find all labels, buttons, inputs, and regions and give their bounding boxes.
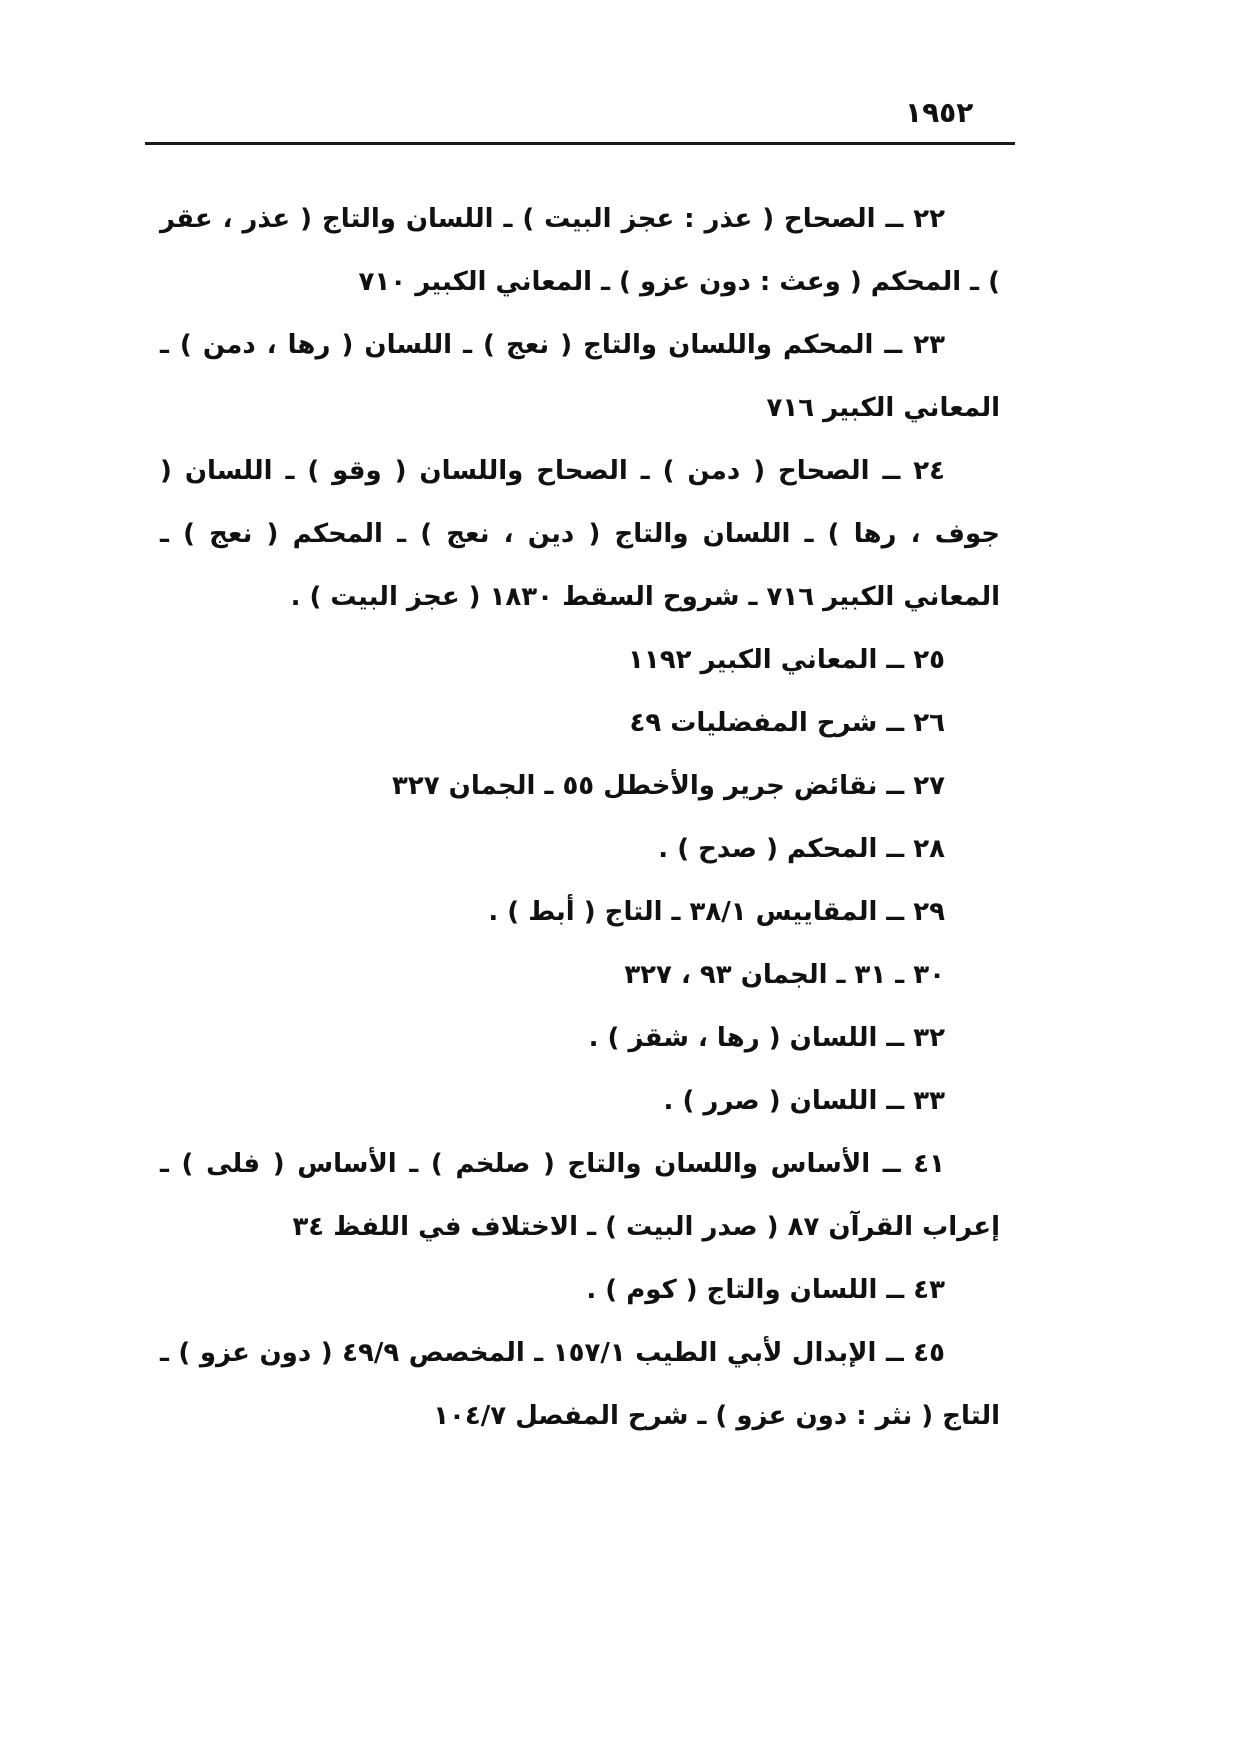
- page-number: ١٩٥٢: [905, 96, 974, 129]
- references-list: [160, 188, 1000, 1448]
- reference-entry-45: ٤٥ ــ الإبدال لأبي الطيب ١٥٧/١ ـ المخصص ٤٩/٩ ( دون عزو ) ـ التاج ( نثر : دون عزو ) ـ شرح المفصل ١٠٤/٧: [160, 1338, 1000, 1431]
- reference-entry-23: ٢٣ ــ المحكم واللسان والتاج ( نعج ) ـ اللسان ( رها ، دمن ) ـ المعاني الكبير ٧١٦: [160, 330, 1000, 423]
- reference-entry-33: ٣٣ ــ اللسان ( صرر ) .: [663, 1086, 945, 1116]
- reference-entry-41: ٤١ ــ الأساس واللسان والتاج ( صلخم ) ـ الأساس ( فلى ) ـ إعراب القرآن ٨٧ ( صدر البيت ) ـ الاختلاف في اللفظ ٣٤: [160, 1149, 1000, 1242]
- reference-entry-25: ٢٥ ــ المعاني الكبير ١١٩٢: [627, 645, 945, 675]
- reference-entry-28: ٢٨ ــ المحكم ( صدح ) .: [658, 834, 945, 864]
- reference-entry-30-31: ٣٠ ـ ٣١ ـ الجمان ٩٣ ، ٣٢٧: [624, 960, 945, 990]
- reference-entry-29: ٢٩ ــ المقاييس ٣٨/١ ـ التاج ( أبط ) .: [488, 897, 945, 927]
- reference-entry-32: ٣٢ ــ اللسان ( رها ، شقز ) .: [588, 1023, 945, 1053]
- header-rule: [145, 142, 1015, 145]
- reference-entry-22: ٢٢ ــ الصحاح ( عذر : عجز البيت ) ـ اللسان والتاج ( عذر ، عقر ) ـ المحكم ( وعث : دون عزو ) ـ المعاني الكبير ٧١٠: [160, 204, 1000, 297]
- reference-entry-27: ٢٧ ــ نقائض جرير والأخطل ٥٥ ـ الجمان ٣٢٧: [391, 771, 945, 801]
- reference-entry-26: ٢٦ ــ شرح المفضليات ٤٩: [629, 708, 945, 738]
- reference-entry-24: ٢٤ ــ الصحاح ( دمن ) ـ الصحاح واللسان ( وقو ) ـ اللسان ( جوف ، رها ) ـ اللسان والتاج ( دين ، نعج ) ـ المحكم ( نعج ) ـ المعاني الكبير ٧١٦ ـ شروح السقط ١٨٣٠ ( عجز البيت ) .: [160, 456, 1000, 612]
- reference-entry-43: ٤٣ ــ اللسان والتاج ( كوم ) .: [586, 1275, 945, 1305]
